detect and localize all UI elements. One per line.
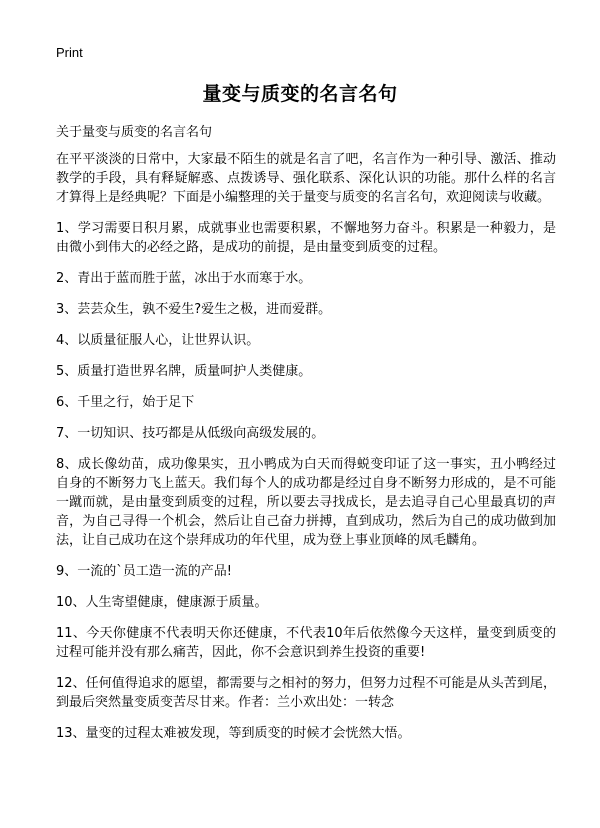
article-subtitle: 关于量变与质变的名言名句 bbox=[56, 125, 213, 140]
intro-paragraph: 在平平淡淡的日常中，大家最不陌生的就是名言了吧，名言作为一种引导、激活、推动教学的手段，具有释疑解惑、点拨诱导、强化联系、深化认识的功能。那什么样的名言才算得上是经典呢？下面是小编整理的关于量变与质变的名言名句，欢迎阅读与收藏。 bbox=[56, 152, 556, 205]
quote-paragraph: 2、青出于蓝而胜于蓝，冰出于水而寒于水。 bbox=[56, 271, 312, 286]
quote-paragraph: 5、质量打造世界名牌，质量呵护人类健康。 bbox=[56, 364, 312, 379]
quote-paragraph: 13、量变的过程太难被发现，等到质变的时候才会恍然大悟。 bbox=[56, 726, 411, 741]
page-title: 量变与质变的名言名句 bbox=[202, 83, 398, 105]
quote-paragraph: 10、人生寄望健康，健康源于质量。 bbox=[56, 595, 268, 610]
quote-paragraph: 7、一切知识、技巧都是从低级向高级发展的。 bbox=[56, 426, 325, 441]
quote-paragraph: 11、今天你健康不代表明天你还健康，不代表10年后依然像今天这样，量变到质变的过程可能并没有那么痛苦，因此，你不会意识到养生投资的重要! bbox=[56, 626, 556, 660]
print-link[interactable]: Print bbox=[56, 45, 83, 60]
quote-paragraph: 3、芸芸众生，孰不爱生?爱生之极，进而爱群。 bbox=[56, 302, 332, 317]
quote-paragraph: 4、以质量征服人心，让世界认识。 bbox=[56, 333, 260, 348]
article-body bbox=[56, 150, 556, 755]
quote-paragraph: 8、成长像幼苗，成功像果实，丑小鸭成为白天而得蜕变印证了这一事实，丑小鸭经过自身的不断努力飞上蓝天。我们每个人的成功都是经过自身不断努力形成的，是不可能一蹴而就，是由量变到质变的过程，所以要去寻找成长，是去追寻自己心里最真切的声音，为自己寻得一个机会，然后让自己奋力拼搏，直到成功，然后为自己的成功做到加法，让自己成功在这个崇拜成功的年代里，成为登上事业顶峰的凤毛麟角。 bbox=[56, 457, 556, 548]
quote-paragraph: 12、任何值得追求的愿望，都需要与之相衬的努力，但努力过程不可能是从头苦到尾，到最后突然量变质变苦尽甘来。作者：兰小欢出处：一转念 bbox=[56, 676, 556, 710]
quote-paragraph: 6、千里之行，始于足下 bbox=[56, 395, 195, 410]
quote-paragraph: 9、一流的`员工造一流的产品! bbox=[56, 564, 232, 579]
quote-paragraph: 1、学习需要日积月累，成就事业也需要积累，不懈地努力奋斗。积累是一种毅力，是由微小到伟大的必经之路，是成功的前提，是由量变到质变的过程。 bbox=[56, 221, 556, 255]
